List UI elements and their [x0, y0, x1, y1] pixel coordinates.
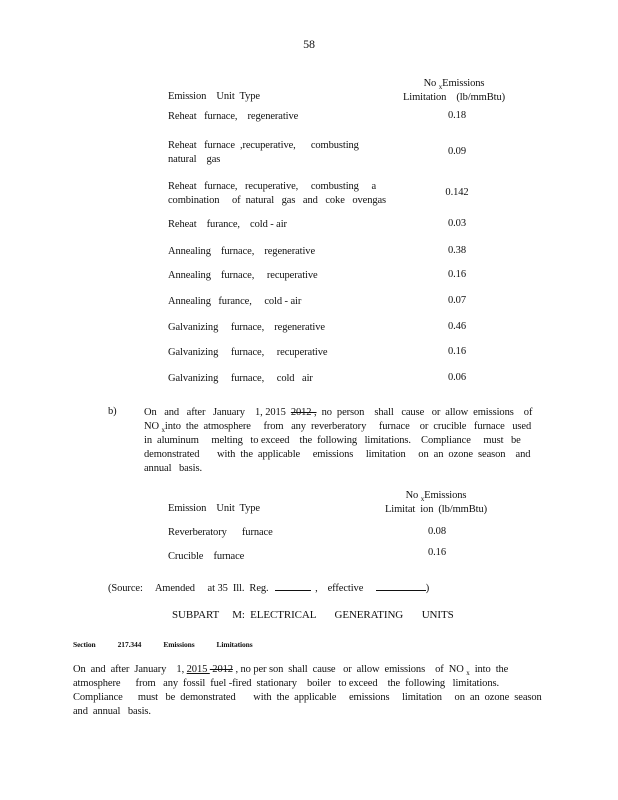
row-label-line: Galvanizing furnace, cold air — [168, 373, 313, 384]
source-prefix: (Source: Amended at 35 Ill. Reg. — [108, 583, 269, 594]
header-limit-suffix: Emissions — [424, 490, 467, 501]
table-a-row-2-value: 0.142 — [445, 187, 469, 198]
table-b-row-1-label: Crucible furnace — [168, 551, 245, 562]
table-b-row-1-value: 0.16 — [428, 547, 446, 558]
table-a-row-4-label — [168, 245, 315, 259]
row-label-line: Galvanizing furnace, recuperative — [168, 347, 328, 358]
subscript-x: x — [466, 669, 470, 677]
para-b-line1 — [144, 406, 532, 420]
para-b-line1-pre: On and after January 1, 2015 — [144, 407, 291, 418]
table-a-row-8-value: 0.16 — [448, 346, 466, 357]
para-b-line1-post: no person shall cause or allow emissions of — [316, 407, 533, 418]
table-b-header-unit: Emission Unit Type — [168, 503, 260, 514]
table-a-header-limit-line1 — [392, 77, 516, 91]
row-label-line: Galvanizing furnace, regenerative — [168, 322, 325, 333]
table-a-row-4-value: 0.38 — [448, 245, 466, 256]
row-label-line: Annealing furnace, recuperative — [168, 270, 318, 281]
underlined-text: 2015 — [186, 664, 210, 675]
table-b-header-limit-line2: Limitat ion (lb/mmBtu) — [384, 504, 487, 515]
table-a-row-5-value: 0.16 — [448, 269, 466, 280]
subscript-x: x — [161, 426, 165, 434]
table-b-header-limit-line1 — [378, 489, 494, 503]
final-line1-pre: On and after January 1, — [73, 664, 187, 675]
table-a-row-8-label — [168, 346, 327, 360]
table-a-row-5-label — [168, 269, 318, 283]
table-a-row-3-value: 0.03 — [448, 218, 466, 229]
row-label-line: Reheat furnace ,recuperative, combusting — [168, 140, 359, 151]
table-a-row-3-label — [168, 218, 287, 232]
table-a-row-0-value: 0.18 — [448, 110, 466, 121]
table-a-row-2-label — [168, 180, 386, 208]
final-para-line1 — [73, 663, 542, 677]
header-limit-prefix: No — [405, 490, 421, 501]
para-b-line2 — [144, 420, 532, 434]
table-b-row-0-value: 0.08 — [428, 526, 446, 537]
final-paragraph — [73, 663, 542, 719]
row-label-line: Annealing furnace, regenerative — [168, 246, 316, 257]
section-heading — [73, 640, 275, 649]
row-label-line: Reheat furance, cold - air — [168, 219, 287, 230]
para-b-marker: b) — [108, 406, 117, 417]
table-a-row-9-label — [168, 372, 313, 386]
table-a-header-unit: Emission Unit Type — [168, 91, 260, 102]
struck-text: 2012 — [209, 664, 233, 675]
final-para-line4: and annual basis. — [73, 706, 151, 717]
table-a-row-7-label — [168, 321, 325, 335]
header-limit-subscript: x — [420, 495, 425, 503]
source-blank-reg — [275, 581, 311, 591]
table-a-row-6-value: 0.07 — [448, 295, 466, 306]
para-b-line4: demonstrated with the applicable emissions limitation on an ozone season and — [144, 449, 531, 460]
final-para-line3: Compliance must be demonstrated with the applicable emissions limitation on an ozone season — [73, 692, 542, 703]
final-line1-end: into the — [469, 664, 509, 675]
para-b — [144, 406, 532, 476]
table-a-row-7-value: 0.46 — [448, 321, 466, 332]
header-limit-prefix: No — [423, 78, 439, 89]
final-line1-post: , no per son shall cause or allow emissions of NO — [232, 664, 467, 675]
table-a-row-9-value: 0.06 — [448, 372, 466, 383]
subpart-title: SUBPART M: ELECTRICAL GENERATING UNITS — [172, 609, 454, 621]
table-b-header-limit — [378, 489, 494, 516]
header-limit-subscript: x — [438, 83, 443, 91]
table-a-row-1-label — [168, 139, 359, 167]
row-label-line: natural gas — [168, 154, 221, 165]
table-a-row-1-value: 0.09 — [448, 146, 466, 157]
final-para-line2: atmosphere from any fossil fuel -fired stationary boiler to exceed the following limitations. — [73, 678, 499, 689]
table-a-header-limit-line2: Limitation (lb/mmBtu) — [402, 92, 505, 103]
section-number: 217.344 — [117, 640, 142, 649]
section-title-word2: Limitations — [216, 640, 253, 649]
row-label-line: Annealing furance, cold - air — [168, 296, 302, 307]
table-a-row-0-label — [168, 110, 298, 124]
header-limit-suffix: Emissions — [442, 78, 485, 89]
source-close: ) — [425, 583, 430, 594]
row-label-line: combination of natural gas and coke ovengas — [168, 195, 387, 206]
table-a-header-limit — [392, 77, 516, 104]
row-label-line: Reheat furnace, regenerative — [168, 111, 299, 122]
para-b-line2-pre: NO — [144, 421, 162, 432]
source-blank-effective — [376, 581, 426, 591]
para-b-line3: in aluminum melting to exceed the following limitations. Compliance must be — [144, 435, 521, 446]
para-b-line5: annual basis. — [144, 463, 202, 474]
table-b-row-0-label: Reverberatory furnace — [168, 527, 273, 538]
source-note: (Source: Amended at 35 Ill. Reg. , effective ) — [108, 583, 430, 594]
source-effective: effective — [327, 583, 364, 594]
para-b-line2-post: into the atmosphere from any reverberatory furnace or crucible furnace used — [164, 421, 532, 432]
table-a-row-6-label — [168, 295, 301, 309]
section-title-word1: Emissions — [163, 640, 195, 649]
row-label-line: Reheat furnace, recuperative, combusting a — [168, 181, 377, 192]
page-number: 58 — [303, 37, 315, 51]
struck-text: 2012 , — [290, 407, 317, 418]
section-label: Section — [73, 640, 96, 649]
